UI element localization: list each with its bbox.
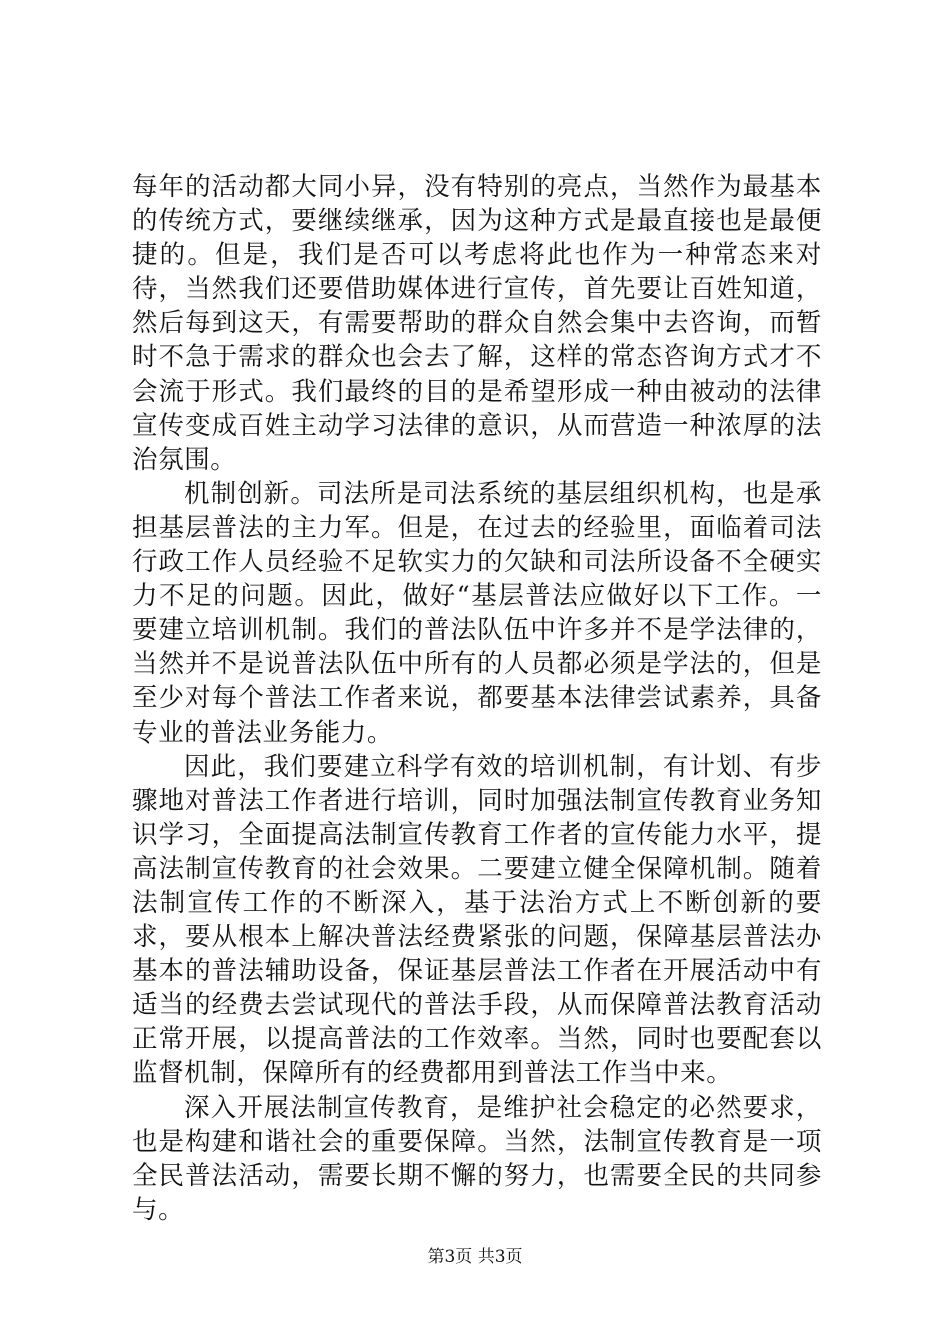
body-text	[132, 170, 822, 1227]
paragraph-mechanism-innovation: 机制创新。司法所是司法系统的基层组织机构，也是承担基层普法的主力军。但是，在过去的经验里，面临着司法行政工作人员经验不足软实力的欠缺和司法所设备不全硬实力不足的问题。因此，做好“基层普法应做好以下工作。一要建立培训机制。我们的普法队伍中许多并不是学法律的，当然并不是说普法队伍中所有的人员都必须是学法的，但是至少对每个普法工作者来说，都要基本法律尝试素养，具备专业的普法业务能力。	[132, 478, 822, 748]
paragraph-conclusion: 深入开展法制宣传教育，是维护社会稳定的必然要求，也是构建和谐社会的重要保障。当然，法制宣传教育是一项全民普法活动，需要长期不懈的努力，也需要全民的共同参与。	[132, 1092, 822, 1225]
page-number-footer: 第3页 共3页	[427, 1247, 523, 1267]
paragraph-training-mechanism: 因此，我们要建立科学有效的培训机制，有计划、有步骤地对普法工作者进行培训，同时加强法制宣传教育业务知识学习，全面提高法制宣传教育工作者的宣传能力水平，提高法制宣传教育的社会效果。二要建立健全保障机制。随着法制宣传工作的不断深入，基于法治方式上不断创新的要求，要从根本上解决普法经费紧张的问题，保障基层普法办基本的普法辅助设备，保证基层普法工作者在开展活动中有适当的经费去尝试现代的普法手段，从而保障普法教育活动正常开展，以提高普法的工作效率。当然，同时也要配套以监督机制，保障所有的经费都用到普法工作当中来。	[132, 751, 822, 1089]
paragraph-continued: 每年的活动都大同小异，没有特别的亮点，当然作为最基本的传统方式，要继续继承，因为这种方式是最直接也是最便捷的。但是，我们是否可以考虑将此也作为一种常态来对待，当然我们还要借助媒体进行宣传，首先要让百姓知道，然后每到这天，有需要帮助的群众自然会集中去咨询，而暂时不急于需求的群众也会去了解，这样的常态咨询方式才不会流于形式。我们最终的目的是希望形成一种由被动的法律宣传变成百姓主动学习法律的意识，从而营造一种浓厚的法治氛围。	[132, 172, 822, 475]
